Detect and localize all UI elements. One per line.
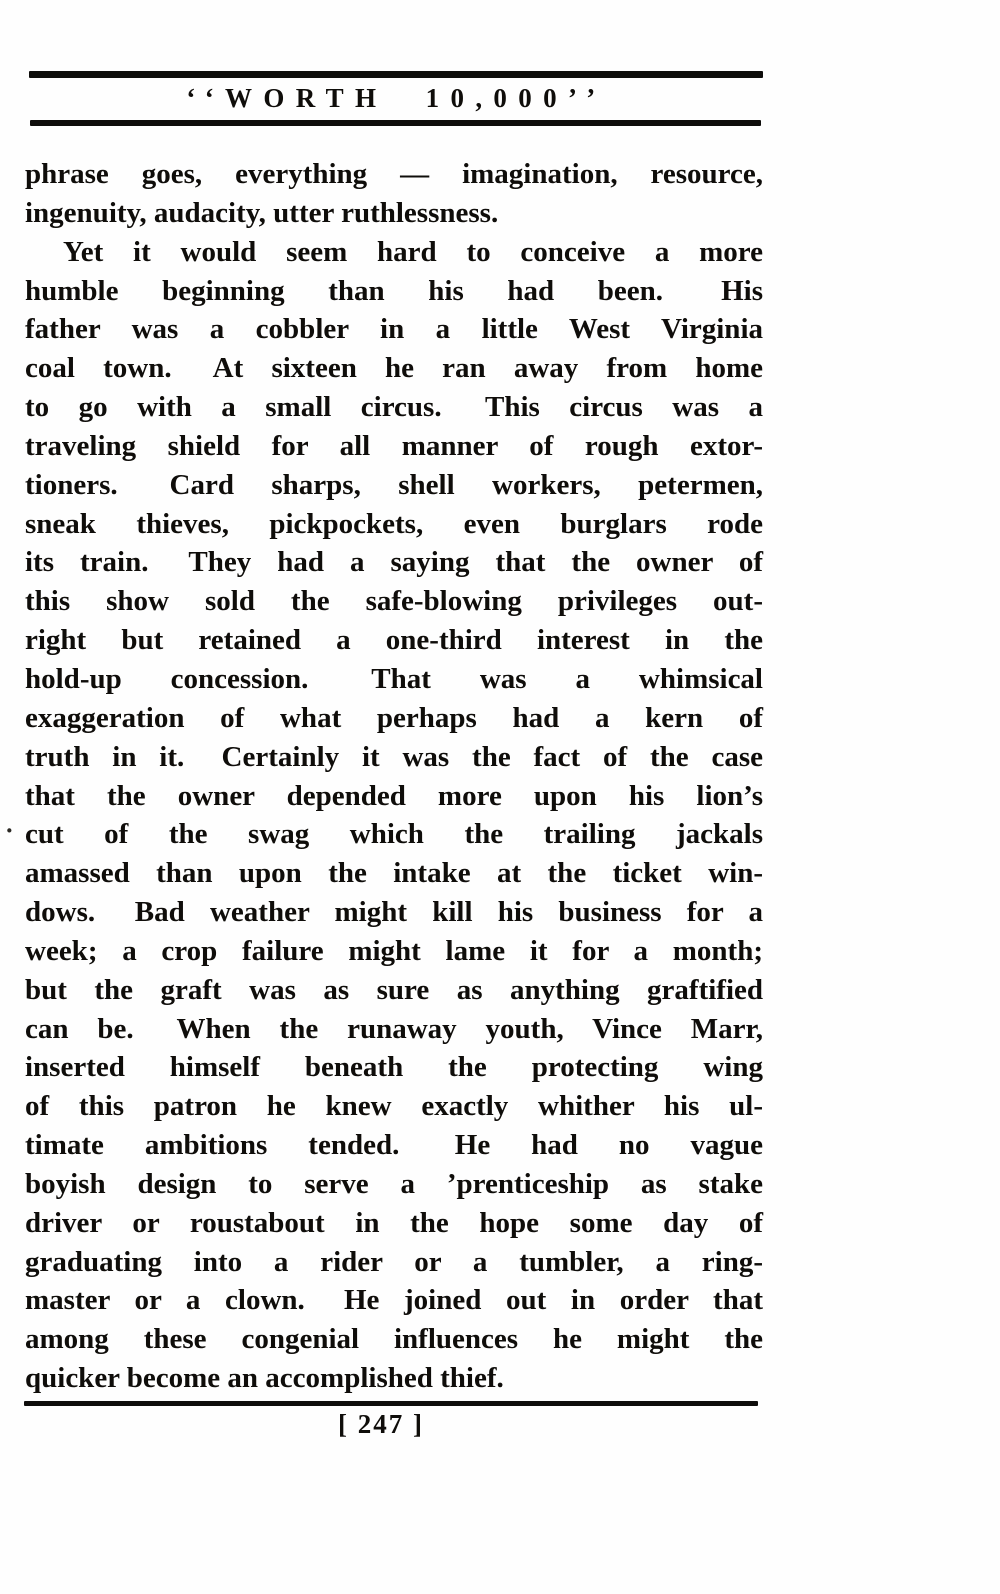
text-line: coal town. At sixteen he ran away from home xyxy=(25,352,763,385)
text-line: tioners. Card sharps, shell workers, petermen, xyxy=(25,468,763,501)
text-line: that the owner depended more upon his lion’s xyxy=(25,779,763,812)
text-line: among these congenial influences he might the xyxy=(25,1323,763,1356)
text-line: hold-up concession. That was a whimsical xyxy=(25,662,763,695)
text-line: cut of the swag which the trailing jackals xyxy=(25,818,763,851)
text-line: its train. They had a saying that the owner of xyxy=(25,546,763,579)
paragraph xyxy=(25,233,763,1398)
text-line: quicker become an accomplished thief. xyxy=(25,1362,504,1395)
text-line: timate ambitions tended. He had no vague xyxy=(25,1129,763,1162)
text-line: but the graft was as sure as anything graftified xyxy=(25,973,763,1006)
text-line: traveling shield for all manner of rough extor- xyxy=(25,429,763,462)
body-text xyxy=(25,155,763,1398)
footer-rule xyxy=(24,1401,758,1406)
text-line: Yet it would seem hard to conceive a more xyxy=(63,235,763,268)
text-line: can be. When the runaway youth, Vince Marr, xyxy=(25,1012,763,1045)
margin-ink-speck: · xyxy=(5,816,14,845)
page-number: [ 247 ] xyxy=(338,1409,424,1439)
text-line: master or a clown. He joined out in order that xyxy=(25,1284,763,1317)
text-line: ingenuity, audacity, utter ruthlessness. xyxy=(25,196,499,229)
text-line: boyish design to serve a ’prenticeship as stake xyxy=(25,1167,763,1200)
running-head-title: ‘‘WORTH 10,000’’ xyxy=(186,83,607,113)
header-rule-bottom xyxy=(30,120,761,126)
text-line: of this patron he knew exactly whither his ul- xyxy=(25,1090,763,1123)
text-line: to go with a small circus. This circus was a xyxy=(25,391,763,424)
text-line: father was a cobbler in a little West Virginia xyxy=(25,313,763,346)
text-line: phrase goes, everything — imagination, resource, xyxy=(25,158,763,190)
text-line: week; a crop failure might lame it for a month; xyxy=(25,934,763,967)
text-line: sneak thieves, pickpockets, even burglars rode xyxy=(25,507,763,540)
paragraph xyxy=(25,155,763,233)
text-line: humble beginning than his had been. His xyxy=(25,274,763,307)
text-line: dows. Bad weather might kill his business for a xyxy=(25,896,763,929)
text-line: inserted himself beneath the protecting wing xyxy=(25,1051,763,1084)
text-line: graduating into a rider or a tumbler, a ring- xyxy=(25,1245,763,1278)
text-line: exaggeration of what perhaps had a kern of xyxy=(25,701,763,734)
text-line: driver or roustabout in the hope some day of xyxy=(25,1206,763,1239)
text-line: right but retained a one-third interest in the xyxy=(25,624,763,657)
text-line: truth in it. Certainly it was the fact of the case xyxy=(25,740,763,773)
text-line: this show sold the safe-blowing privileges out- xyxy=(25,585,763,618)
text-line: amassed than upon the intake at the ticket win- xyxy=(25,857,763,890)
